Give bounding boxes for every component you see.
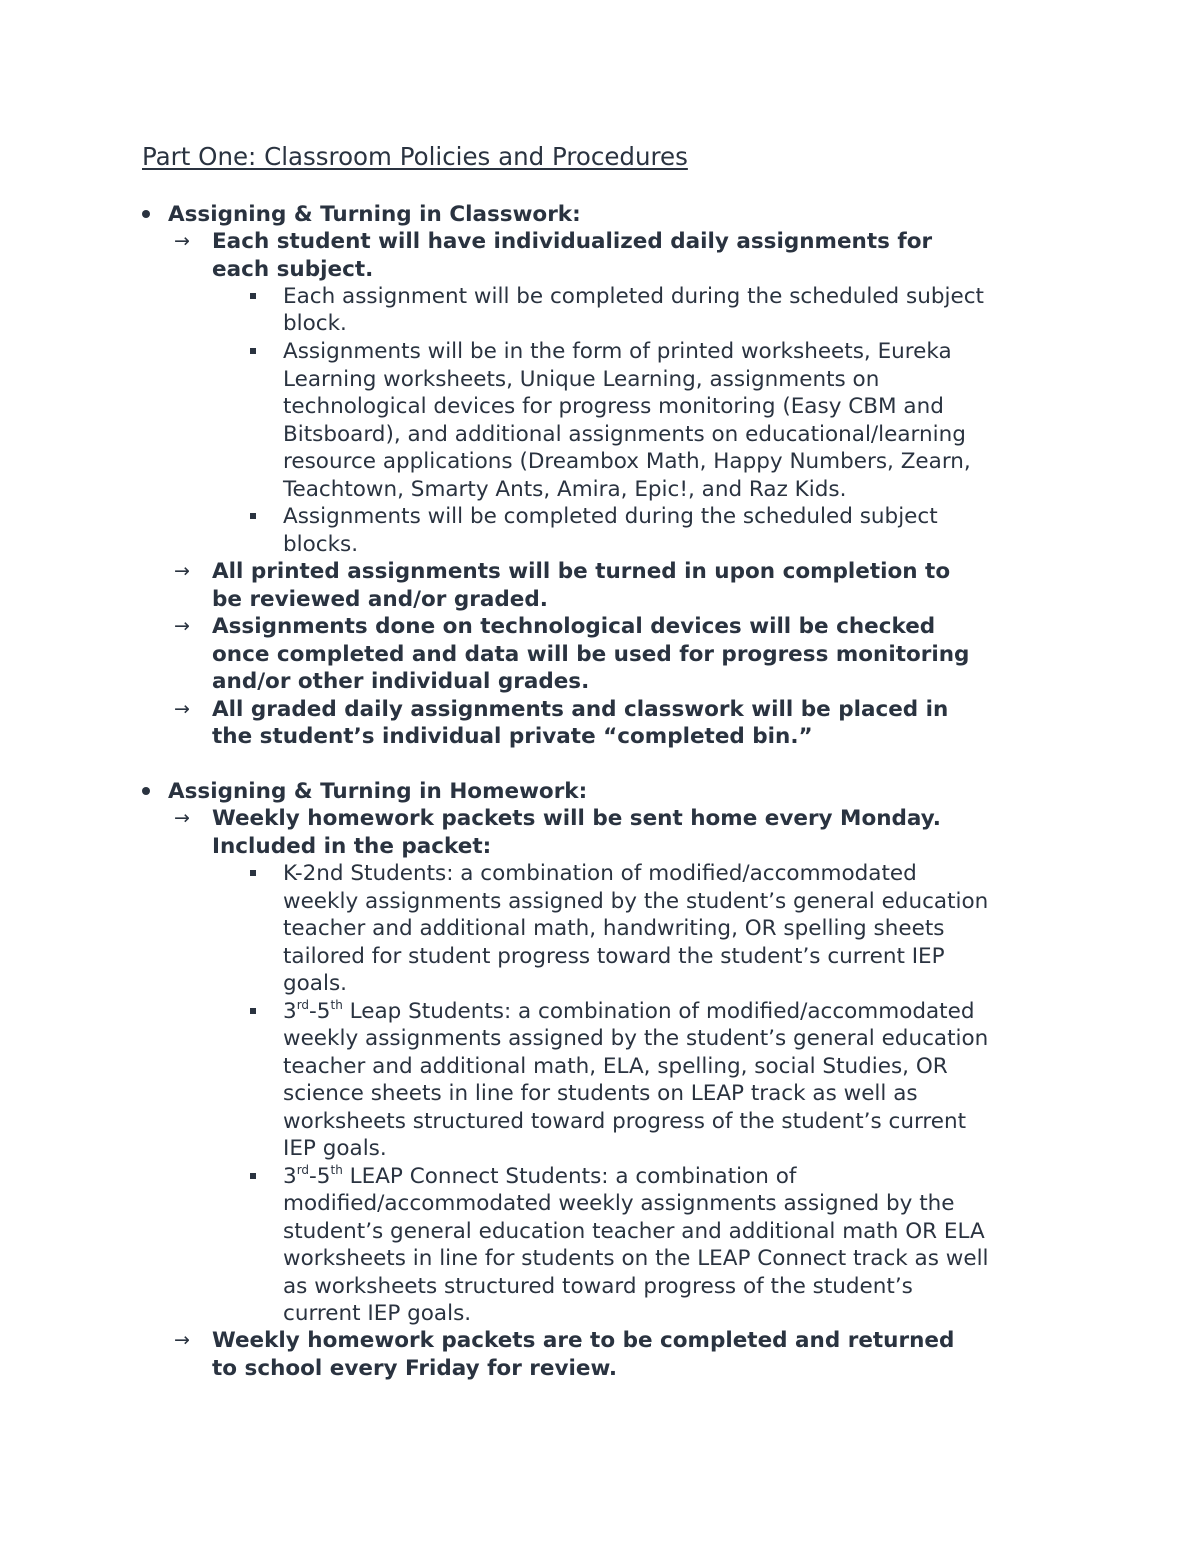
bullet-icon xyxy=(142,787,150,795)
bullet-icon xyxy=(142,210,150,218)
list-item-text: resource applications (Dreambox Math, Happy Numbers, Zearn, xyxy=(283,449,971,474)
section-heading-classwork: Assigning & Turning in Classwork: xyxy=(168,202,581,227)
list-item-text: goals. xyxy=(283,971,347,996)
classwork-point-text: be reviewed and/or graded. xyxy=(212,587,548,612)
list-item-text: current IEP goals. xyxy=(283,1301,472,1326)
item-text: LEAP Connect Students: a combination of xyxy=(342,1164,797,1189)
classwork-point-text: each subject. xyxy=(212,257,374,282)
ordinal-suffix: rd xyxy=(296,1163,310,1177)
list-item-text: teacher and additional math, ELA, spelling, social Studies, OR xyxy=(283,1054,948,1079)
list-item-text: technological devices for progress monitoring (Easy CBM and xyxy=(283,394,944,419)
grade-number: 3 xyxy=(283,1164,297,1189)
square-bullet-icon xyxy=(250,870,256,876)
list-item-text: student’s general education teacher and additional math OR ELA xyxy=(283,1219,985,1244)
arrow-icon: → xyxy=(174,615,190,637)
list-item-text: worksheets in line for students on the LEAP Connect track as well xyxy=(283,1246,989,1271)
homework-point-text: Included in the packet: xyxy=(212,834,492,859)
classwork-point-text: Assignments done on technological devices will be checked xyxy=(212,614,936,639)
classwork-point-text: the student’s individual private “completed bin.” xyxy=(212,724,813,749)
homework-point-text: to school every Friday for review. xyxy=(212,1356,618,1381)
classwork-point-text: All graded daily assignments and classwork will be placed in xyxy=(212,697,949,722)
list-item-text: Teachtown, Smarty Ants, Amira, Epic!, and Raz Kids. xyxy=(283,477,847,502)
square-bullet-icon xyxy=(250,348,256,354)
square-bullet-icon xyxy=(250,1173,256,1179)
square-bullet-icon xyxy=(250,1008,256,1014)
section-heading-homework: Assigning & Turning in Homework: xyxy=(168,779,588,804)
arrow-icon: → xyxy=(174,807,190,829)
classwork-point-text: and/or other individual grades. xyxy=(212,669,590,694)
grade-number: 5 xyxy=(316,1164,331,1189)
list-item-text: weekly assignments assigned by the student’s general education xyxy=(283,1026,989,1051)
list-item-text: worksheets structured toward progress of the student’s current xyxy=(283,1109,967,1134)
list-item-text: teacher and additional math, handwriting, OR spelling sheets xyxy=(283,916,945,941)
homework-point-text: Weekly homework packets are to be completed and returned xyxy=(212,1328,955,1353)
list-item-text: blocks. xyxy=(283,532,359,557)
list-item-text: modified/accommodated weekly assignments assigned by the xyxy=(283,1191,955,1216)
list-item-text: as worksheets structured toward progress of the student’s xyxy=(283,1274,913,1299)
list-item-text: Learning worksheets, Unique Learning, assignments on xyxy=(283,367,880,392)
list-item-text: block. xyxy=(283,311,347,336)
list-item-text: Assignments will be completed during the scheduled subject xyxy=(283,504,938,529)
list-item-text xyxy=(283,1163,796,1191)
square-bullet-icon xyxy=(250,293,256,299)
square-bullet-icon xyxy=(250,513,256,519)
arrow-icon: → xyxy=(174,560,190,582)
arrow-icon: → xyxy=(174,698,190,720)
grade-number: 3 xyxy=(283,999,297,1024)
ordinal-suffix: th xyxy=(330,998,343,1012)
classwork-point-text: Each student will have individualized daily assignments for xyxy=(212,229,933,254)
classwork-point-text: once completed and data will be used for progress monitoring xyxy=(212,642,970,667)
item-text: Leap Students: a combination of modified/accommodated xyxy=(342,999,975,1024)
list-item-text: K-2nd Students: a combination of modified/accommodated xyxy=(283,861,917,886)
arrow-icon: → xyxy=(174,1329,190,1351)
list-item-text: science sheets in line for students on LEAP track as well as xyxy=(283,1081,918,1106)
page-title: Part One: Classroom Policies and Procedures xyxy=(142,142,688,171)
list-item-text: Each assignment will be completed during the scheduled subject xyxy=(283,284,984,309)
homework-point-text: Weekly homework packets will be sent home every Monday. xyxy=(212,806,941,831)
list-item-text: Bitsboard), and additional assignments on educational/learning xyxy=(283,422,966,447)
classwork-point-text: All printed assignments will be turned in upon completion to xyxy=(212,559,951,584)
list-item-text: Assignments will be in the form of printed worksheets, Eureka xyxy=(283,339,952,364)
list-item-text: tailored for student progress toward the student’s current IEP xyxy=(283,944,945,969)
list-item-text xyxy=(283,998,974,1026)
arrow-icon: → xyxy=(174,230,190,252)
range-dash: - xyxy=(309,1164,317,1189)
list-item-text: IEP goals. xyxy=(283,1136,387,1161)
grade-number: 5 xyxy=(316,999,331,1024)
ordinal-suffix: th xyxy=(330,1163,343,1177)
range-dash: - xyxy=(309,999,317,1024)
list-item-text: weekly assignments assigned by the student’s general education xyxy=(283,889,989,914)
ordinal-suffix: rd xyxy=(296,998,310,1012)
